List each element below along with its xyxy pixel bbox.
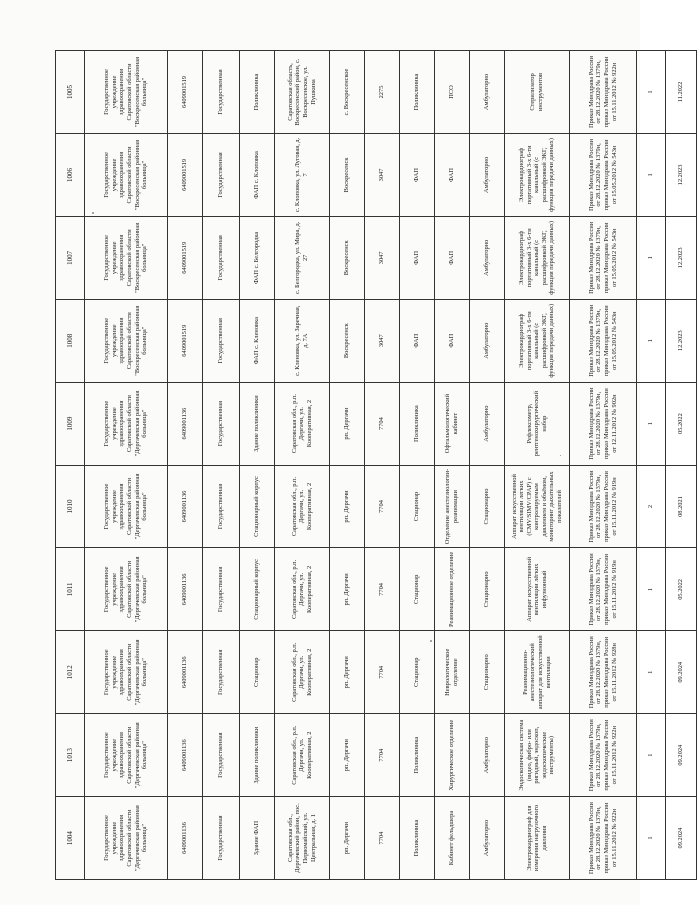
table-cell: ФАП с. Белгородка — [240, 216, 275, 299]
table-cell: Приказ Минздрава России от 28.12.2020 № 1379н, приказ Минздрава России от 12.11.2012 № 902н — [570, 382, 637, 465]
table-cell: Саратовская обл., Дергачевский район, пос. Первомайский, ул. Центральная, д. 1 — [275, 797, 330, 880]
table-cell: Рефлексометр, рентгенохирургический набор — [505, 382, 570, 465]
table-cell: 12.2023 — [666, 299, 697, 382]
table-cell: 1 — [637, 299, 666, 382]
header-cell: 1013 — [56, 714, 85, 797]
table-cell: Государственная — [203, 714, 240, 797]
table-cell: 3047 — [365, 216, 400, 299]
table-cell: 6409001136 — [168, 548, 203, 631]
table-cell: Поликлиника — [400, 797, 435, 880]
table-cell: Государственная — [203, 216, 240, 299]
table-cell: 1 — [637, 216, 666, 299]
table-row-profile — [400, 51, 435, 880]
table-cell: Кабинет фельдшера — [435, 797, 470, 880]
table-cell: Электрокардиограф портативный 3-х 6-ти канальный (с расшифровкой ЭКГ, функция передачи данных) — [505, 216, 570, 299]
table-row-qty — [637, 51, 666, 880]
table-cell: 6409001136 — [168, 382, 203, 465]
table-cell: Государственная — [203, 133, 240, 216]
table-row-building — [240, 51, 275, 880]
table-cell: Приказ Минздрава России от 28.12.2020 № 1379н, приказ Минздрава России от 15.11.2012 № 919н — [570, 548, 637, 631]
table-cell: 12.2023 — [666, 216, 697, 299]
table-cell: Государственное учреждение здравоохранения Саратовской области "Воскресенская районная больница" — [85, 216, 168, 299]
table-row-equipment — [505, 51, 570, 880]
table-cell: Государственная — [203, 299, 240, 382]
table-cell: Амбулаторно — [470, 797, 505, 880]
table-cell: Воскресенск — [330, 216, 365, 299]
table-row-date — [666, 51, 697, 880]
table-cell: Отделение анестезиологии-реанимации — [435, 465, 470, 548]
table-cell: Государственное учреждение здравоохранения Саратовской области "Воскресенская районная больница" — [85, 299, 168, 382]
table-cell: 7704 — [365, 382, 400, 465]
header-cell: 1009 — [56, 382, 85, 465]
table-cell: рп. Дергачи — [330, 714, 365, 797]
table-cell: Приказ Минздрава России от 28.12.2020 № 1379н, приказ Минздрава России от 15.05.2012 № 543н — [570, 133, 637, 216]
table-cell: 1 — [637, 548, 666, 631]
table-cell: Саратовская область, Воскресенский район, с. Воскресенское, ул. Пушкина — [275, 51, 330, 134]
table-cell: рп. Дергачи — [330, 382, 365, 465]
table-cell: Здание поликлиники — [240, 382, 275, 465]
table-cell: ФАП — [435, 133, 470, 216]
table-cell: 12.2023 — [666, 133, 697, 216]
header-cell: 1004 — [56, 797, 85, 880]
table-cell: Поликлиника — [240, 51, 275, 134]
table-cell: Стационарный корпус — [240, 548, 275, 631]
table-cell: Стационарно — [470, 631, 505, 714]
table-row-inn — [168, 51, 203, 880]
table-cell: Амбулаторно — [470, 299, 505, 382]
table-cell: Поликлиника — [400, 714, 435, 797]
table-row-name — [85, 51, 168, 880]
table-cell: Государственная — [203, 797, 240, 880]
table-cell: Амбулаторно — [470, 714, 505, 797]
table-row-conditions — [470, 51, 505, 880]
table-cell: рп. Дергачи — [330, 797, 365, 880]
table-cell: с. Воскресенское — [330, 51, 365, 134]
table-cell: Государственная — [203, 382, 240, 465]
scan-speck — [560, 455, 561, 456]
table-cell: 1 — [637, 631, 666, 714]
table-cell: Государственная — [203, 548, 240, 631]
equipment-table — [55, 50, 697, 880]
table-row-locality — [330, 51, 365, 880]
table-cell: Приказ Минздрава России от 28.12.2020 № 1379н, приказ Минздрава России от 15.11.2012 № 919н — [570, 465, 637, 548]
table-cell: Государственное учреждение здравоохранения Саратовской области "Воскресенская районная больница" — [85, 133, 168, 216]
table-cell: 2 — [637, 465, 666, 548]
table-cell: ФАП с. Кленовка — [240, 299, 275, 382]
table-cell: Стационар — [240, 631, 275, 714]
table-cell: Саратовская обл., р.п. Дергачи, ул. Кооперативная, 2 — [275, 548, 330, 631]
table-cell: Государственное учреждение здравоохранения Саратовской области "Дергачевская районная больница" — [85, 797, 168, 880]
table-cell: ФАП с. Клоповка — [240, 133, 275, 216]
table-cell: Саратовская обл., р.п. Дергачи, ул. Кооперативная, 2 — [275, 465, 330, 548]
table-row-ownership — [203, 51, 240, 880]
table-cell: Приказ Минздрава России от 28.12.2020 № 1379н, приказ Минздрава России от 15.11.2012 № 922н — [570, 51, 637, 134]
table-row-code — [365, 51, 400, 880]
table-cell: 1 — [637, 382, 666, 465]
table-cell: Электрокардиограф портативный 3-х 6-ти канальный (с расшифровкой ЭКГ, функция передачи данных) — [505, 133, 570, 216]
table-cell: Приказ Минздрава России от 28.12.2020 № 1379н, приказ Минздрава России от 15.11.2012 № 922н — [570, 714, 637, 797]
table-cell: 7704 — [365, 548, 400, 631]
table-cell: Поликлиника — [400, 51, 435, 134]
scan-speck — [430, 640, 432, 642]
table-cell: 1 — [637, 133, 666, 216]
table-cell: ПСО — [435, 51, 470, 134]
header-cell: 1008 — [56, 299, 85, 382]
table-cell: 05.2022 — [666, 548, 697, 631]
table-cell: Стационар — [400, 548, 435, 631]
table-cell: 2275 — [365, 51, 400, 134]
table-cell: Стационарно — [470, 548, 505, 631]
table-cell: Амбулаторно — [470, 133, 505, 216]
table-cell: 3047 — [365, 299, 400, 382]
table-row-order — [570, 51, 637, 880]
scan-speck — [92, 212, 94, 214]
table-cell: 1 — [637, 714, 666, 797]
table-cell: Стационарно — [470, 465, 505, 548]
table-cell: Стационарный корпус — [240, 465, 275, 548]
table-cell: Здание поликлиники — [240, 714, 275, 797]
table-cell: Воскресенск — [330, 133, 365, 216]
header-cell: 1006 — [56, 133, 85, 216]
table-cell: 3047 — [365, 133, 400, 216]
table-cell: Саратовская обл., р.п. Дергачи, ул. Кооперативная, 2 — [275, 631, 330, 714]
table-cell: с. Клоповка, ул. Луговая, д. 7 — [275, 133, 330, 216]
table-cell: Здание ФАП — [240, 797, 275, 880]
table-cell: Стационар — [400, 631, 435, 714]
table-cell: 6409001519 — [168, 133, 203, 216]
table-cell: Государственное учреждение здравоохранения Саратовской области "Дергачевская районная больница" — [85, 465, 168, 548]
table-cell: 1 — [637, 51, 666, 134]
table-cell: Амбулаторно — [470, 216, 505, 299]
table-cell: Государственное учреждение здравоохранения Саратовской области "Дергачевская районная больница" — [85, 382, 168, 465]
table-cell: 6409001519 — [168, 51, 203, 134]
table-cell: Воскресенск — [330, 299, 365, 382]
table-cell: Стационар — [400, 465, 435, 548]
table-cell: Аппарат искусственной вентиляции лёгких инфузионный — [505, 548, 570, 631]
table-cell: 09.2024 — [666, 714, 697, 797]
table-cell: 6409001136 — [168, 797, 203, 880]
table-cell: Государственное учреждение здравоохранения Саратовской области "Дергачевская районная больница" — [85, 548, 168, 631]
table-cell: ФАП — [435, 216, 470, 299]
rotated-table-wrapper — [55, 50, 685, 880]
table-cell: 7704 — [365, 714, 400, 797]
table-cell: ФАП — [435, 299, 470, 382]
table-cell: Приказ Минздрава России от 28.12.2020 № 1379н, приказ Минздрава России от 15.11.2012 № 922н — [570, 797, 637, 880]
table-cell: Хирургическое отделение — [435, 714, 470, 797]
table-cell: Офтальмологический кабинет — [435, 382, 470, 465]
table-cell: Амбулаторно — [470, 51, 505, 134]
table-cell: Государственное учреждение здравоохранения Саратовской области "Дергачевская районная больница" — [85, 631, 168, 714]
table-cell: Амбулаторно — [470, 382, 505, 465]
table-cell: 6409001519 — [168, 216, 203, 299]
table-cell: ФАП — [400, 299, 435, 382]
table-cell: 7704 — [365, 465, 400, 548]
table-cell: 09.2024 — [666, 797, 697, 880]
table-cell: Реанимационное отделение — [435, 548, 470, 631]
table-cell: ФАП — [400, 216, 435, 299]
table-cell: 6409001519 — [168, 299, 203, 382]
table-cell: Электрокардиограф портативный 3-х 6-ти канальный (с расшифровкой ЭКГ, функция передачи данных) — [505, 299, 570, 382]
table-cell: 1 — [637, 797, 666, 880]
table-cell: 11.2022 — [666, 51, 697, 134]
table-cell: Реанимационно-анестезиологический аппарат для искусственной вентиляции — [505, 631, 570, 714]
table-cell: Приказ Минздрава России от 28.12.2020 № 1379н, приказ Минздрава России от 15.05.2012 № 543н — [570, 299, 637, 382]
table-cell: Неврологическое отделение — [435, 631, 470, 714]
table-cell: ФАП — [400, 133, 435, 216]
table-cell: 08.2021 — [666, 465, 697, 548]
table-cell: 09.2024 — [666, 631, 697, 714]
table-cell: 6409001136 — [168, 631, 203, 714]
header-cell: 1012 — [56, 631, 85, 714]
header-row — [56, 51, 85, 880]
table-cell: рп. Дергачи — [330, 548, 365, 631]
table-cell: Государственное учреждение здравоохранения Саратовской области "Воскресенская районная больница" — [85, 51, 168, 134]
table-cell: Саратовская обл., р.п. Дергачи, ул. Кооперативная, 2 — [275, 714, 330, 797]
table-cell: Поликлиника — [400, 382, 435, 465]
header-cell: 1005 — [56, 51, 85, 134]
table-cell: рп. Дергачи — [330, 631, 365, 714]
table-cell: Государственное учреждение здравоохранения Саратовской области "Дергачевская районная больница" — [85, 714, 168, 797]
header-cell: 1007 — [56, 216, 85, 299]
header-cell: 1010 — [56, 465, 85, 548]
table-cell: 7704 — [365, 631, 400, 714]
table-cell: Государственная — [203, 631, 240, 714]
table-row-address — [275, 51, 330, 880]
table-cell: Государственная — [203, 465, 240, 548]
table-cell: с. Белгородка, ул. Мира, д. 27 — [275, 216, 330, 299]
table-cell: Аппарат искусственной вентиляции легких (CMV/SIMV/CPAP) с контролируемым давлением и объёмом, мониторинг дыхательных показателей — [505, 465, 570, 548]
table-cell: Государственная — [203, 51, 240, 134]
table-cell: 6409001136 — [168, 714, 203, 797]
table-cell: 6409001136 — [168, 465, 203, 548]
table-cell: Приказ Минздрава России от 28.12.2020 № 1379н, приказ Минздрава России от 15.05.2012 № 543н — [570, 216, 637, 299]
table-cell: Приказ Минздрава России от 28.12.2020 № 1379н, приказ Минздрава России от 15.11.2012 № 928н — [570, 631, 637, 714]
table-cell: Саратовская обл., р.п. Дергачи, ул. Кооперативная, 2 — [275, 382, 330, 465]
header-cell: 1011 — [56, 548, 85, 631]
table-cell: 05.2022 — [666, 382, 697, 465]
table-cell: с. Кленовка, ул. Заречная, д. 7А — [275, 299, 330, 382]
table-cell: Эндоскопическая система (видео, фибро- или ригидный, эндоскоп, эндоскопические инструменты) — [505, 714, 570, 797]
table-cell: Стерилизатор инструментов — [505, 51, 570, 134]
table-cell: рп. Дергачи — [330, 465, 365, 548]
table-cell: 7704 — [365, 797, 400, 880]
table-cell: Электрокардиограф для измерения нагрузочного давления — [505, 797, 570, 880]
table-row-department — [435, 51, 470, 880]
